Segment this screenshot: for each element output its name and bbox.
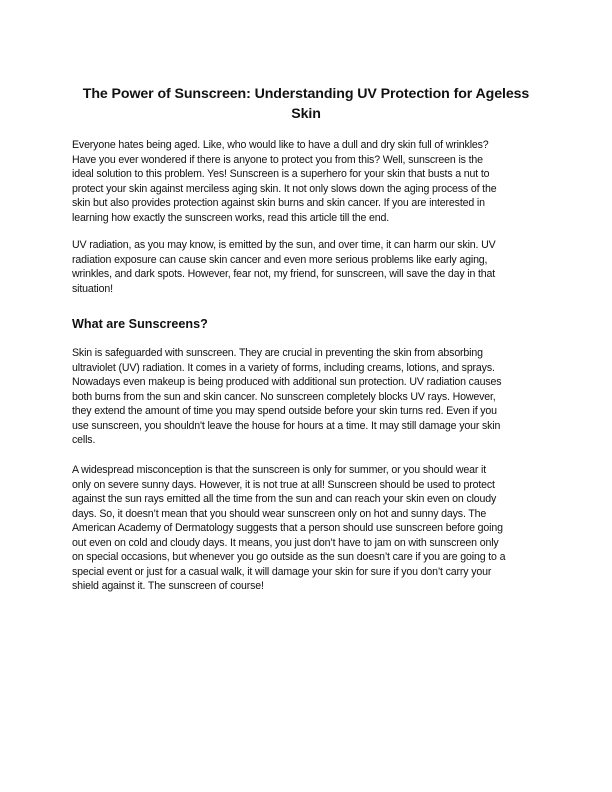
text-line: Everyone hates being aged. Like, who would like to have a dull and dry skin full of wrinkles? (72, 139, 489, 151)
section-paragraph-1 (72, 346, 544, 448)
text-line: skin but also provides protection against skin burns and skin cancer. If you are interested in (72, 197, 485, 209)
text-line: ultraviolet (UV) radiation. It comes in a variety of forms, including creams, lotions, and sprays. (72, 361, 495, 374)
text-line: cells. (72, 434, 96, 446)
text-line: Skin is safeguarded with sunscreen. They are crucial in preventing the skin from absorbing (72, 347, 483, 359)
text-line: out even on cold and cloudy days. It means, you just don’t have to jam on with sunscreen only (72, 536, 499, 549)
text-line: situation! (72, 282, 113, 295)
text-line: they extend the amount of time you may spend outside before your skin turns red. Even if you (72, 405, 497, 417)
text-line: special event or just for a casual walk, it will damage your skin for sure if you don’t carry your (72, 565, 492, 578)
text-line: radiation exposure can cause skin cancer and even more serious problems like early aging, (72, 253, 488, 266)
text-line: A widespread misconception is that the sunscreen is only for summer, or you should wear it (72, 464, 486, 476)
text-line: protect your skin against merciless aging skin. It not only slows down the aging process of the (72, 182, 497, 195)
title-line: Skin (291, 106, 321, 122)
text-line: against the sun rays emitted all the time from the sun and can reach your skin even on cloudy (72, 493, 497, 505)
section-heading: What are Sunscreens? (72, 317, 208, 331)
uv-paragraph (72, 238, 544, 296)
text-line: shield against it. The sunscreen of course! (72, 580, 264, 592)
text-line: Have you ever wondered if there is anyone to protect you from this? Well, sunscreen is the (72, 153, 483, 166)
document-title (72, 84, 540, 124)
text-line: ideal solution to this problem. Yes! Sunscreen is a superhero for your skin that busts a nut to (72, 168, 490, 180)
text-line: American Academy of Dermatology suggests that a person should use sunscreen before going (72, 522, 503, 534)
text-line: wrinkles, and dark spots. However, fear not, my friend, for sunscreen, will save the day in that (72, 268, 496, 280)
text-line: use sunscreen, you shouldn't leave the house for hours at a time. It may still damage your skin (72, 419, 501, 432)
title-line: The Power of Sunscreen: Understanding UV Protection for Ageless (82, 86, 530, 102)
text-line: only on severe sunny days. However, it is not true at all! Sunscreen should be used to protect (72, 478, 495, 491)
intro-paragraph (72, 138, 544, 225)
text-line: Nowadays even makeup is being produced with additional sun protection. UV radiation causes (72, 376, 502, 388)
text-line: days. So, it doesn’t mean that you should wear sunscreen only on hot and sunny days. The (72, 507, 487, 520)
text-line: both burns from the sun and skin cancer. No sunscreen completely blocks UV rays. However, (72, 390, 496, 403)
section-paragraph-2 (72, 463, 544, 594)
text-line: on special occasions, but whenever you go outside as the sun doesn’t care if you are going to a (72, 551, 506, 563)
text-line: learning how exactly the sunscreen works, read this article till the end. (72, 211, 390, 224)
text-line: UV radiation, as you may know, is emitted by the sun, and over time, it can harm our skin. UV (72, 239, 496, 251)
